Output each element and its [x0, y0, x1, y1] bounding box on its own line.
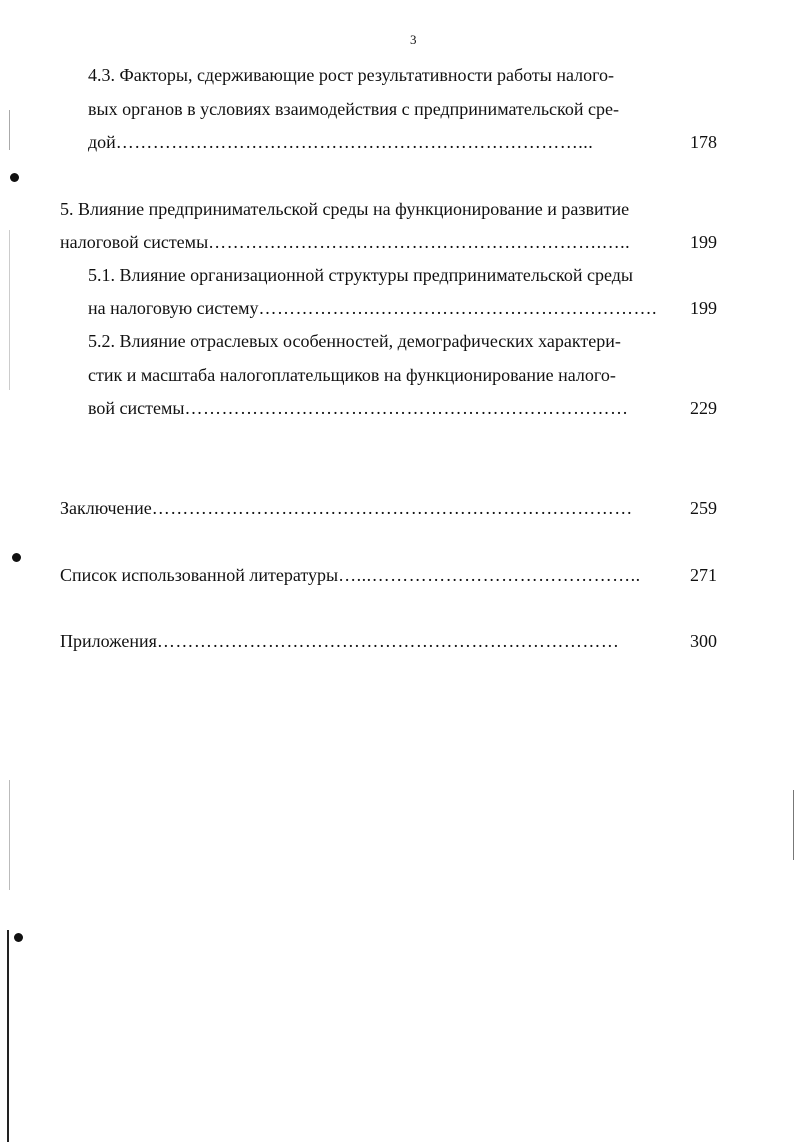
- toc-leader: …...……………………………………..: [338, 565, 641, 585]
- scan-artifact: [14, 933, 23, 942]
- toc-line: вых органов в условиях взаимодействия с предпринимательской сре-: [88, 99, 619, 119]
- page-number: 3: [410, 32, 417, 47]
- toc-title-end: Список использованной литературы: [60, 565, 339, 585]
- scan-artifact: [10, 173, 19, 182]
- toc-line: 5. Влияние предпринимательской среды на функционирование и развитие: [60, 199, 630, 219]
- toc-page-number: 271: [690, 565, 717, 585]
- scan-artifact: [12, 553, 21, 562]
- toc-leader: ………………………………………………………………: [184, 398, 629, 418]
- toc-line: 5.1. Влияние организационной структуры предпринимательской среды: [88, 265, 633, 285]
- toc-line: 5.2. Влияние отраслевых особенностей, демографических характери-: [88, 331, 621, 351]
- toc-page-number: 178: [690, 132, 717, 152]
- scan-artifact: [793, 790, 794, 860]
- toc-title-end: на налоговую систему: [88, 298, 259, 318]
- toc-line: [88, 133, 593, 151]
- toc-line: [60, 499, 633, 517]
- toc-title-end: Заключение: [60, 498, 152, 518]
- toc-line: [88, 299, 657, 317]
- toc-leader: ……………….……………………………………….: [258, 298, 658, 318]
- toc-leader: ……………………………………………………………………: [151, 498, 633, 518]
- toc-title-end: Приложения: [60, 631, 157, 651]
- scan-artifact: [7, 930, 9, 1142]
- scan-artifact: [9, 780, 10, 890]
- toc-page-number: 300: [690, 631, 717, 651]
- toc-leader: …………………………………………………………………: [156, 631, 620, 651]
- toc-line: стик и масштаба налогоплательщиков на функционирование налого-: [88, 365, 616, 385]
- toc-page-number: 259: [690, 498, 717, 518]
- toc-line: [60, 233, 630, 251]
- toc-title-end: вой системы: [88, 398, 185, 418]
- toc-line: [60, 566, 641, 584]
- toc-line: [60, 632, 619, 650]
- toc-line: [88, 399, 628, 417]
- toc-leader: ……………………………………………………….…..: [208, 232, 631, 252]
- toc-title-end: дой: [88, 132, 116, 152]
- toc-page-number: 199: [690, 232, 717, 252]
- toc-line: 4.3. Факторы, сдерживающие рост результативности работы налого-: [88, 65, 615, 85]
- toc-page-number: 229: [690, 398, 717, 418]
- toc-leader: …………………………………………………………………...: [115, 132, 594, 152]
- scan-artifact: [9, 110, 10, 150]
- toc-page-number: 199: [690, 298, 717, 318]
- toc-title-end: налоговой системы: [60, 232, 209, 252]
- scan-artifact: [9, 230, 10, 390]
